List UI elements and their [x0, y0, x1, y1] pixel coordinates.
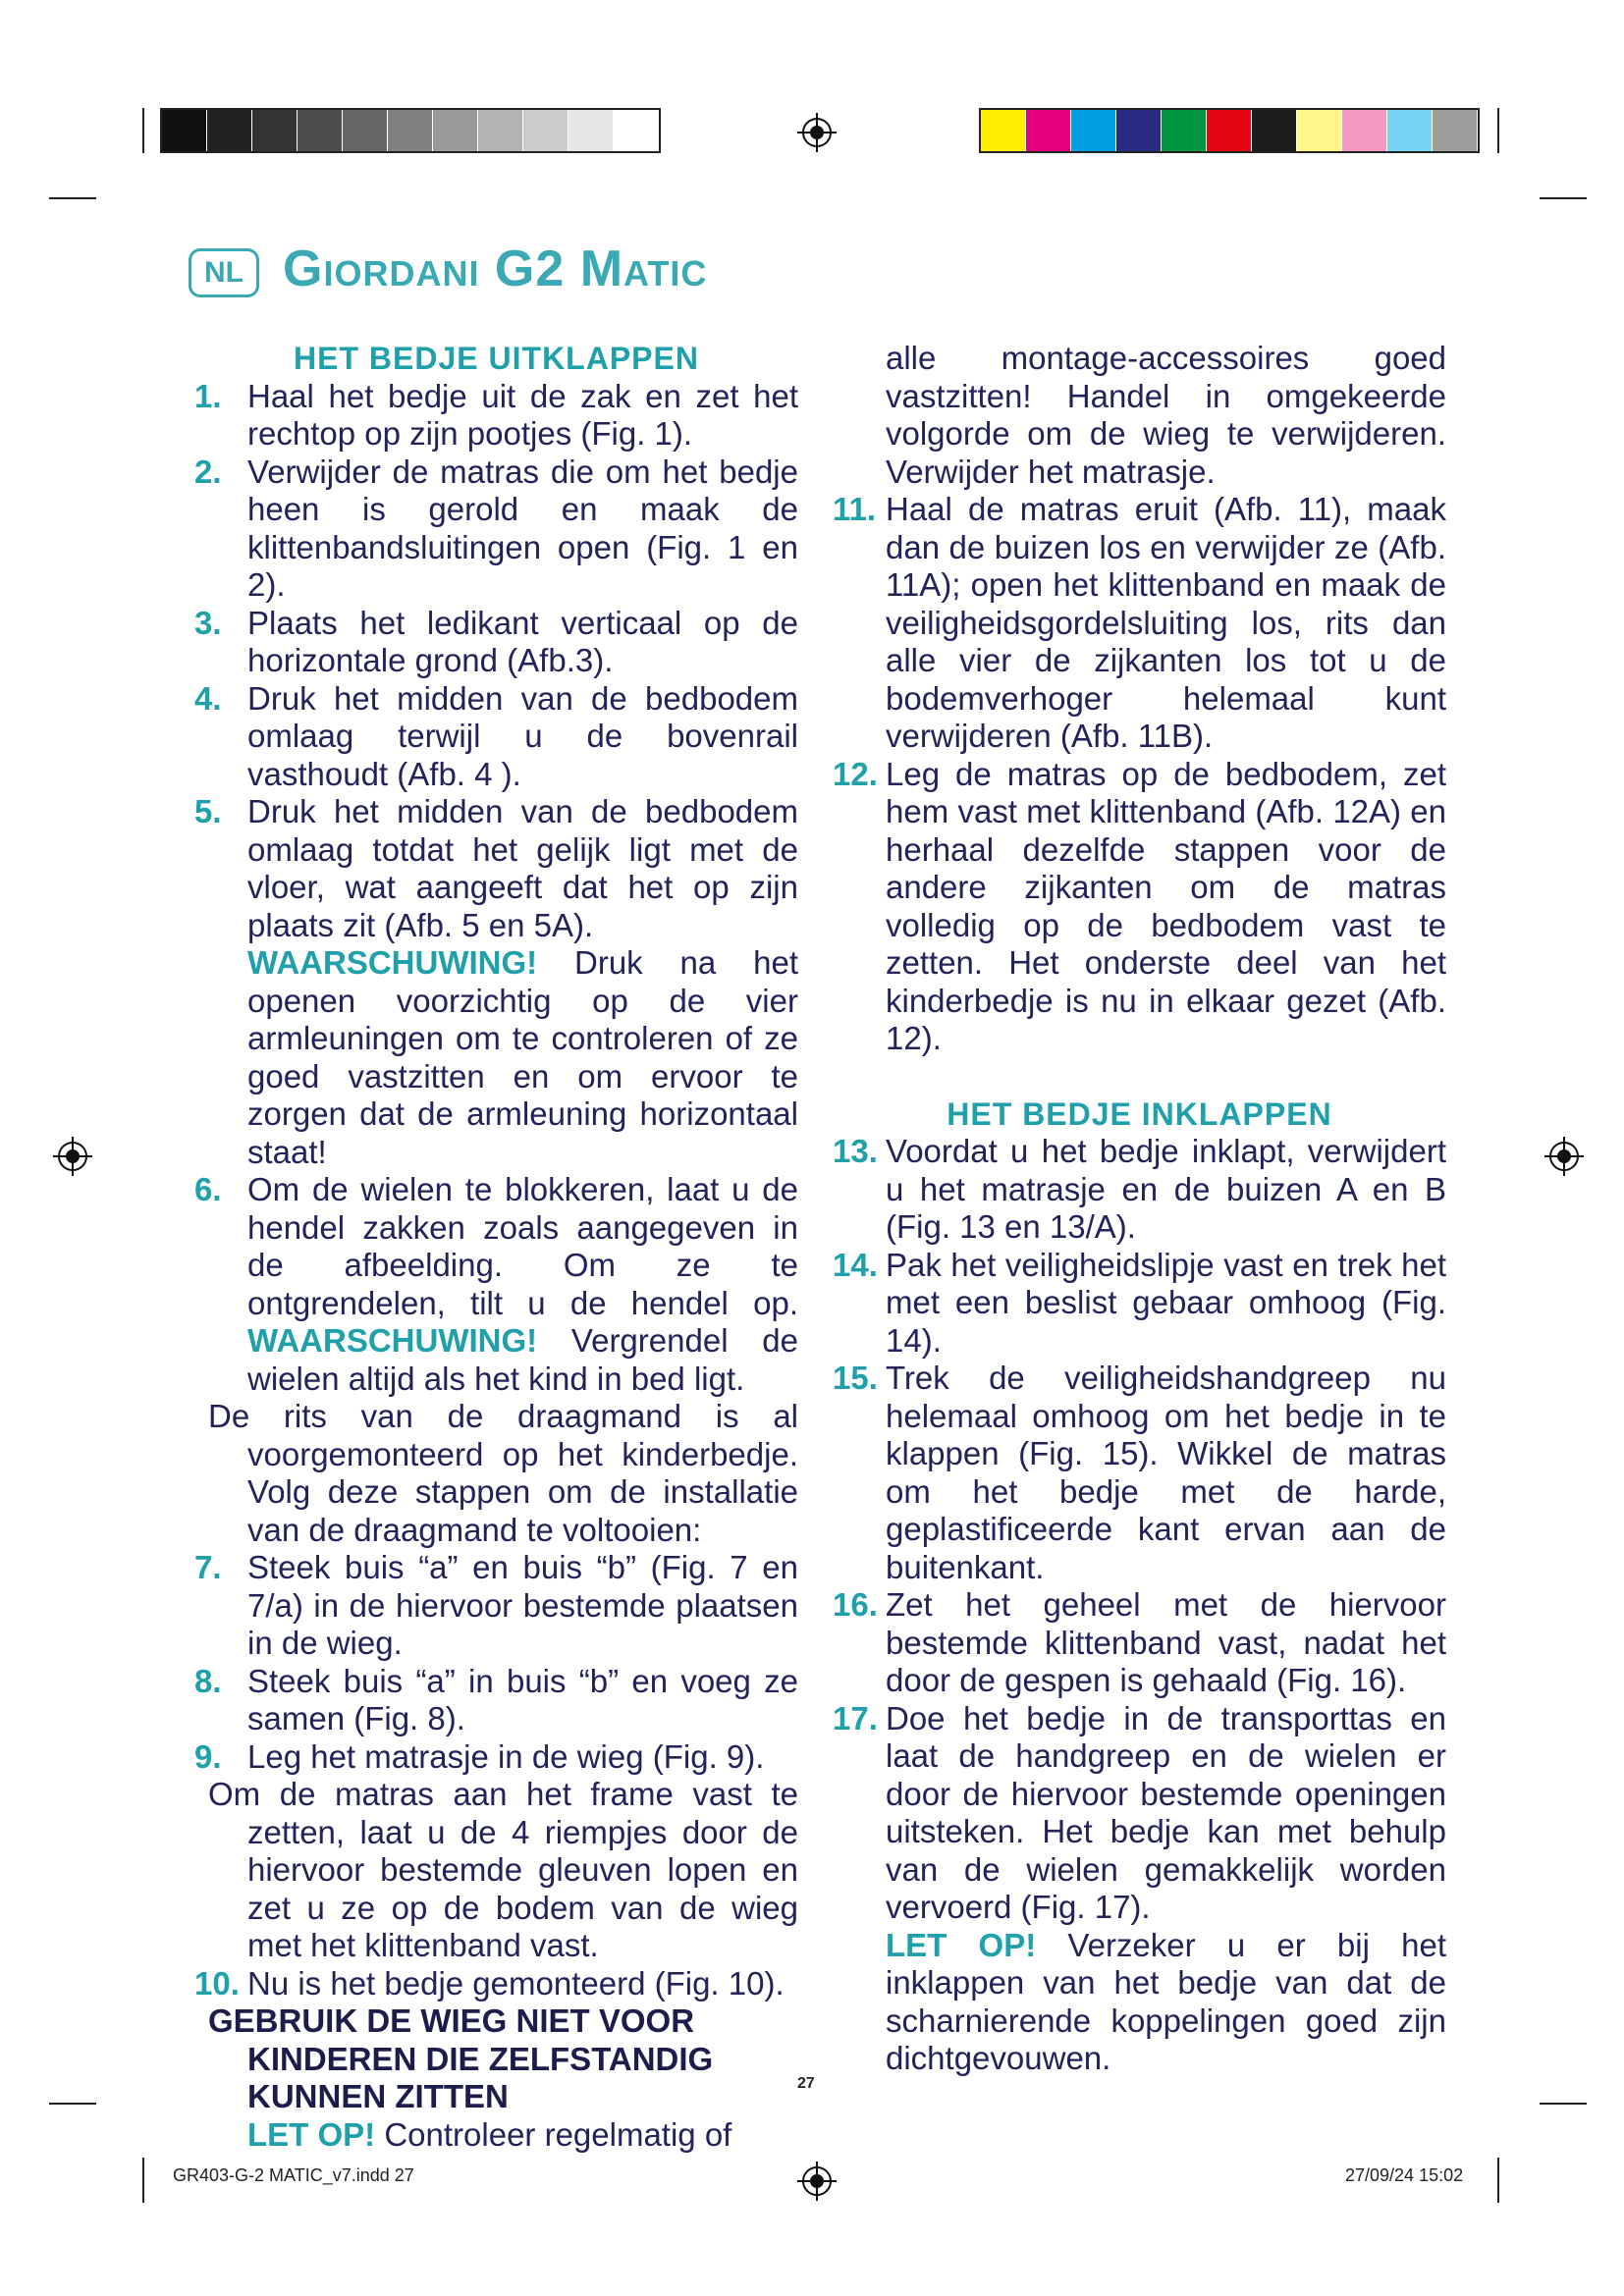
item-number: 12.	[833, 755, 878, 792]
color-swatch	[568, 110, 614, 151]
letop-text: Controleer regelmatig of	[375, 2115, 732, 2153]
item-number: 7.	[194, 1549, 222, 1585]
color-swatch	[1116, 110, 1162, 151]
list-item	[833, 1586, 1446, 1700]
item-text: Steek buis “a” in buis “b” en voeg ze samen (Fig. 8).	[247, 1662, 798, 1736]
crop-mark	[1540, 197, 1587, 199]
item-text: Voordat u het bedje inklapt, verwijdert u het matrasje en de buizen A en B (Fig. 13 en 13/A).	[886, 1133, 1446, 1245]
item-text: Nu is het bedje gemonteerd (Fig. 10).	[247, 1964, 785, 2002]
letop-label: LET OP!	[886, 1926, 1037, 1963]
crop-mark	[49, 197, 96, 199]
list-item	[194, 605, 798, 680]
warning-text: Vergrendel de wielen altijd als het kind in bed ligt.	[247, 1322, 798, 1397]
crop-mark	[49, 2103, 96, 2105]
item-text: Leg de matras op de bedbodem, zet hem vast met klittenband (Afb. 12A) en herhaal dezelfde stappen voor de andere zijkanten om de matras volledig op de bedbodem vast te zetten. Het onderste deel van het kinderbedje is nu in elkaar gezet (Afb. 12).	[886, 755, 1446, 1056]
body-paragraph: De rits van de draagmand is al voorgemonteerd op het kinderbedje. Volg deze stappen om de installatie van de draagmand te voltooien:	[208, 1398, 798, 1548]
item-text: Plaats het ledikant verticaal op de horizontale grond (Afb.3).	[247, 604, 798, 678]
color-swatch	[252, 110, 298, 151]
letop-label: LET OP!	[247, 2115, 376, 2153]
color-swatch	[207, 110, 252, 151]
left-column	[194, 340, 798, 2154]
list-item	[194, 1549, 798, 1663]
crop-mark	[1540, 2103, 1587, 2105]
color-swatch	[1252, 110, 1297, 151]
process-color-bar	[979, 108, 1480, 153]
list-item	[833, 1360, 1446, 1586]
item-text: Leg het matrasje in de wieg (Fig. 9).	[247, 1737, 765, 1775]
color-swatch	[981, 110, 1026, 151]
list-item	[833, 756, 1446, 1058]
letop-text: Verzeker u er bij het inklappen van het bedje van dat de scharnierende koppelingen goed zijn dichtgevouwen.	[886, 1926, 1447, 2076]
color-swatch	[1026, 110, 1071, 151]
color-swatch	[1162, 110, 1207, 151]
color-swatch	[1071, 110, 1116, 151]
body-paragraph: Om de matras aan het frame vast te zetten, laat u de 4 riempjes door de hiervoor bestemde gleuven lopen en zet u ze op de bodem van de wieg met het klittenband vast.	[208, 1776, 798, 1963]
crop-mark	[142, 2158, 144, 2203]
color-swatch	[388, 110, 433, 151]
letop-paragraph	[833, 1927, 1446, 2078]
list-item	[194, 1171, 798, 1398]
page-number: 27	[797, 2075, 815, 2092]
gray-color-bar	[160, 108, 661, 153]
footer-filename: GR403-G-2 MATIC_v7.indd 27	[173, 2165, 414, 2185]
color-swatch	[614, 110, 659, 151]
list-item	[194, 1738, 798, 1777]
item-text: Steek buis “a” en buis “b” (Fig. 7 en 7/a) in de hiervoor bestemde plaatsen in de wieg.	[247, 1549, 798, 1661]
list-item	[194, 378, 798, 454]
letop-paragraph	[194, 2116, 798, 2155]
item-text: Zet het geheel met de hiervoor bestemde klittenband vast, nadat het door de gespen is gehaald (Fig. 16).	[886, 1586, 1446, 1698]
item-number: 1.	[194, 377, 222, 414]
item-text: Verwijder de matras die om het bedje heen is gerold en maak de klittenbandsluitingen open (Fig. 1 en 2).	[247, 453, 798, 603]
list-item	[833, 491, 1446, 756]
list-item	[194, 1965, 798, 2003]
list-item	[833, 1133, 1446, 1247]
list-item	[833, 1700, 1446, 1927]
item-number: 3.	[194, 604, 222, 641]
color-swatch	[433, 110, 478, 151]
warning-label: WAARSCHUWING!	[247, 944, 538, 981]
item-number: 17.	[833, 1699, 878, 1736]
color-swatch	[162, 110, 207, 151]
right-column	[833, 340, 1446, 2078]
crop-mark	[1497, 2158, 1499, 2203]
item-number: 10.	[194, 1964, 240, 2002]
color-swatch	[478, 110, 523, 151]
section-heading: HET BEDJE INKLAPPEN	[947, 1095, 1332, 1132]
item-number: 6.	[194, 1171, 222, 1207]
crop-mark	[142, 108, 144, 153]
color-swatch	[343, 110, 388, 151]
registration-mark-icon	[53, 1137, 92, 1176]
language-badge: NL	[189, 248, 259, 297]
item-text: Haal de matras eruit (Afb. 11), maak dan de buizen los en verwijder ze (Afb. 11A); open het klittenband en maak de veiligheidsgordelsluiting los, rits dan alle vier de zijkanten los tot u de bodemverhoger helemaal kunt verwijderen (Afb. 11B).	[886, 491, 1446, 754]
color-swatch	[1433, 110, 1478, 151]
continued-paragraph: alle montage-accessoires goed vastzitten! Handel in omgekeerde volgorde om de wieg te verwijderen. Verwijder het matrasje.	[886, 340, 1446, 490]
color-swatch	[523, 110, 568, 151]
item-text: Druk het midden van de bedbodem omlaag terwijl u de bovenrail vasthoudt (Afb. 4 ).	[247, 679, 798, 792]
color-swatch	[1387, 110, 1433, 151]
footer-date: 27/09/24 15:02	[1345, 2165, 1464, 2185]
item-text: Haal het bedje uit de zak en zet het rechtop op zijn pootjes (Fig. 1).	[247, 377, 798, 452]
crop-mark	[1497, 108, 1499, 153]
list-item	[833, 1247, 1446, 1361]
item-number: 5.	[194, 793, 222, 829]
caps-warning: GEBRUIK DE WIEG NIET VOOR KINDEREN DIE ZELFSTANDIG KUNNEN ZITTEN	[208, 2002, 714, 2114]
color-swatch	[1342, 110, 1387, 151]
color-swatch	[1207, 110, 1252, 151]
color-swatch	[1297, 110, 1342, 151]
item-number: 14.	[833, 1246, 878, 1283]
registration-mark-icon	[1544, 1137, 1584, 1176]
item-number: 8.	[194, 1662, 222, 1699]
warning-label: WAARSCHUWING!	[247, 1322, 538, 1359]
item-text: Druk het midden van de bedbodem omlaag totdat het gelijk ligt met de vloer, wat aangeeft dat het op zijn plaats zit (Afb. 5 en 5A).	[247, 793, 798, 943]
list-item	[194, 454, 798, 605]
item-text: Doe het bedje in de transporttas en laat de handgreep en de wielen er door de hiervoor bestemde openingen uitsteken. Het bedje kan met behulp van de wielen gemakkelijk worden vervoerd (Fig. 17).	[886, 1699, 1446, 1925]
brand-title: Giordani G2 Matic	[283, 240, 708, 297]
registration-mark-icon	[797, 2162, 837, 2201]
item-number: 4.	[194, 679, 222, 717]
warning-text: Druk na het openen voorzichtig op de vier armleuningen om te controleren of ze goed vastzitten en om ervoor te zorgen dat de armleuning horizontaal staat!	[247, 944, 798, 1170]
item-number: 16.	[833, 1586, 878, 1623]
item-number: 2.	[194, 453, 222, 490]
item-number: 15.	[833, 1360, 878, 1396]
section-heading: HET BEDJE UITKLAPPEN	[294, 341, 699, 376]
list-item	[194, 680, 798, 794]
color-swatch	[298, 110, 343, 151]
item-text: Pak het veiligheidslipje vast en trek het met een beslist gebaar omhoog (Fig. 14).	[886, 1246, 1446, 1359]
registration-mark-icon	[797, 113, 837, 152]
warning-paragraph	[194, 944, 798, 1171]
item-number: 13.	[833, 1133, 878, 1169]
item-number: 9.	[194, 1737, 222, 1775]
list-item	[194, 793, 798, 944]
item-text: Trek de veiligheidshandgreep nu helemaal omhoog om het bedje in te klappen (Fig. 15). Wikkel de matras om het bedje met de harde, geplastificeerde kant ervan aan de buitenkant.	[886, 1360, 1446, 1585]
item-text: Om de wielen te blokkeren, laat u de hendel zakken zoals aangegeven in de afbeelding. Om ze te ontgrendelen, tilt u de hendel op.	[247, 1171, 798, 1321]
item-number: 11.	[833, 491, 877, 527]
list-item	[194, 1663, 798, 1738]
